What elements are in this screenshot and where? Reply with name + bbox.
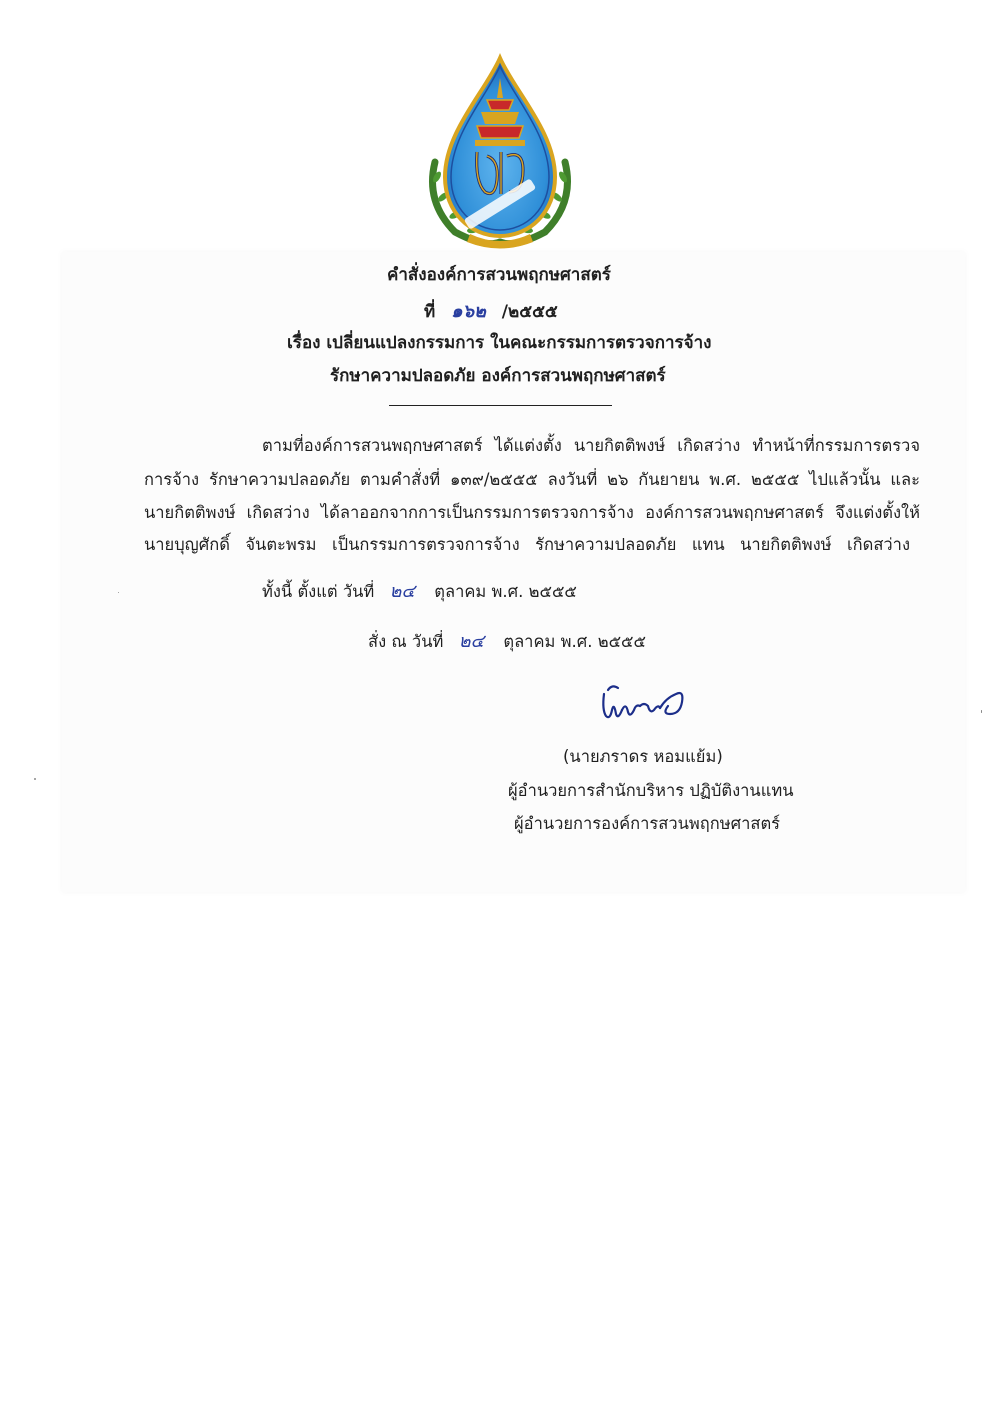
effective-prefix: ทั้งนี้ ตั้งแต่ วันที่ — [262, 582, 375, 601]
order-prefix: ที่ — [424, 302, 436, 322]
scan-speck — [981, 710, 982, 713]
body-line-1: ตามที่องค์การสวนพฤกษศาสตร์ ได้แต่งตั้ง นายกิตติพงษ์ เกิดสว่าง ทำหน้าที่กรรมการตรวจ — [262, 436, 920, 455]
handwritten-signature-icon — [596, 676, 692, 724]
order-date-prefix: สั่ง ณ วันที่ — [368, 632, 444, 651]
scan-speck — [34, 778, 36, 780]
header-divider — [389, 405, 612, 406]
order-number-handwritten: ๑๖๒ — [451, 301, 486, 322]
order-date-day-handwritten: ๒๔ — [458, 631, 485, 652]
body-line-3: นายกิตติพงษ์ เกิดสว่าง ได้ลาออกจากการเป็นกรรมการตรวจการจ้าง องค์การสวนพฤกษศาสตร์ จึงแต่งตั้งให้ — [144, 503, 920, 522]
effective-day-handwritten: ๒๔ — [389, 581, 415, 602]
document-title: คำสั่งองค์การสวนพฤกษศาสตร์ — [387, 265, 611, 285]
subject-line-2: รักษาความปลอดภัย องค์การสวนพฤกษศาสตร์ — [330, 366, 666, 386]
order-number-line — [424, 296, 558, 325]
subject-line-1: เรื่อง เปลี่ยนแปลงกรรมการ ในคณะกรรมการตรวจการจ้าง — [287, 333, 712, 353]
signatory-name: (นายภราดร หอมแย้ม) — [563, 747, 723, 766]
effective-suffix: ตุลาคม พ.ศ. ๒๕๕๕ — [434, 582, 577, 601]
scan-speck — [118, 592, 119, 593]
order-date-line — [368, 626, 646, 655]
body-line-4: นายบุญศักดิ์ จันตะพรม เป็นกรรมการตรวจการจ้าง รักษาความปลอดภัย แทน นายกิตติพงษ์ เกิดสว่าง — [144, 535, 910, 554]
order-year: /๒๕๕๕ — [501, 302, 558, 322]
signatory-position-1: ผู้อำนวยการสำนักบริหาร ปฏิบัติงานแทน — [508, 781, 794, 800]
signatory-position-2: ผู้อำนวยการองค์การสวนพฤกษศาสตร์ — [514, 814, 781, 833]
order-date-suffix: ตุลาคม พ.ศ. ๒๕๕๕ — [503, 632, 647, 651]
effective-date-line — [262, 576, 577, 605]
organization-emblem-icon — [415, 52, 585, 252]
body-line-2: การจ้าง รักษาความปลอดภัย ตามคำสั่งที่ ๑๓๙/๒๕๕๕ ลงวันที่ ๒๖ กันยายน พ.ศ. ๒๕๕๕ ไปแล้วนั้น และ — [144, 470, 920, 489]
